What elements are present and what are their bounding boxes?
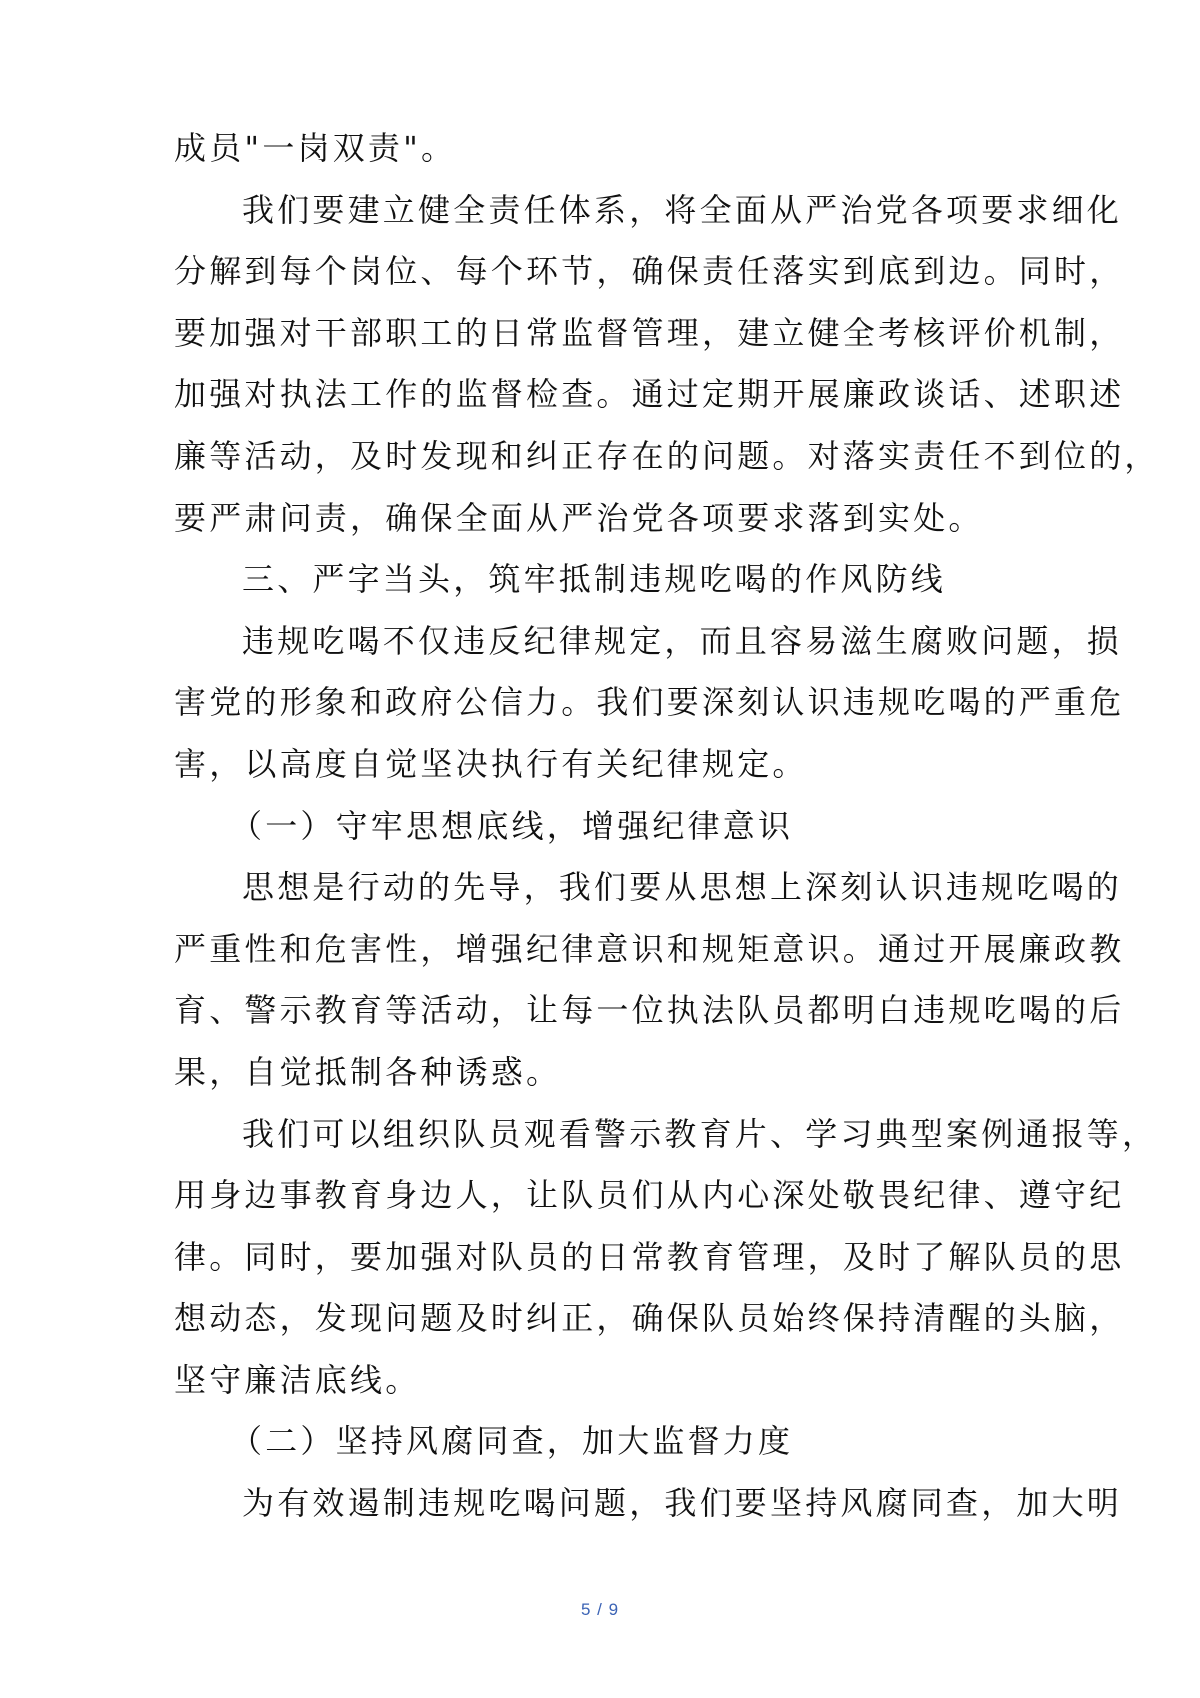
subsection-heading: （二）坚持风腐同查，加大监督力度 <box>230 1422 794 1461</box>
paragraph-line: 严重性和危害性，增强纪律意识和规矩意识。通过开展廉政教 <box>174 929 1125 968</box>
page-number: 5 / 9 <box>580 1600 620 1619</box>
paragraph-line: 害，以高度自觉坚决执行有关纪律规定。 <box>174 744 808 783</box>
paragraph-line: 要严肃问责，确保全面从严治党各项要求落到实处。 <box>174 498 984 537</box>
paragraph-line: 果，自觉抵制各种诱惑。 <box>174 1052 562 1091</box>
paragraph-line: 害党的形象和政府公信力。我们要深刻认识违规吃喝的严重危 <box>174 683 1125 722</box>
paragraph-line: 成员"一岗双责"。 <box>174 129 457 167</box>
section-heading: 三、严字当头，筑牢抵制违规吃喝的作风防线 <box>242 560 947 599</box>
paragraph-line: 我们可以组织队员观看警示教育片、学习典型案例通报等， <box>242 1114 1158 1153</box>
paragraph-line: 廉等活动，及时发现和纠正存在的问题。对落实责任不到位的， <box>174 436 1160 475</box>
paragraph-line: 为有效遏制违规吃喝问题，我们要坚持风腐同查，加大明 <box>242 1484 1123 1523</box>
paragraph-line: 分解到每个岗位、每个环节，确保责任落实到底到边。同时， <box>174 252 1125 291</box>
paragraph-line: 要加强对干部职工的日常监督管理，建立健全考核评价机制， <box>174 313 1125 352</box>
paragraph-line: 思想是行动的先导，我们要从思想上深刻认识违规吃喝的 <box>242 868 1123 907</box>
paragraph-line: 用身边事教育身边人，让队员们从内心深处敬畏纪律、遵守纪 <box>174 1176 1125 1215</box>
paragraph-line: 律。同时，要加强对队员的日常教育管理，及时了解队员的思 <box>174 1237 1125 1276</box>
paragraph-line: 想动态，发现问题及时纠正，确保队员始终保持清醒的头脑， <box>174 1299 1125 1338</box>
subsection-heading: （一）守牢思想底线，增强纪律意识 <box>230 806 794 845</box>
paragraph-line: 违规吃喝不仅违反纪律规定，而且容易滋生腐败问题，损 <box>242 621 1123 660</box>
paragraph-line: 我们要建立健全责任体系，将全面从严治党各项要求细化 <box>242 190 1123 229</box>
paragraph-line: 加强对执法工作的监督检查。通过定期开展廉政谈话、述职述 <box>174 375 1125 414</box>
paragraph-line: 坚守廉洁底线。 <box>174 1360 421 1399</box>
paragraph-line: 育、警示教育等活动，让每一位执法队员都明白违规吃喝的后 <box>174 991 1125 1030</box>
body-text <box>174 118 1160 1535</box>
